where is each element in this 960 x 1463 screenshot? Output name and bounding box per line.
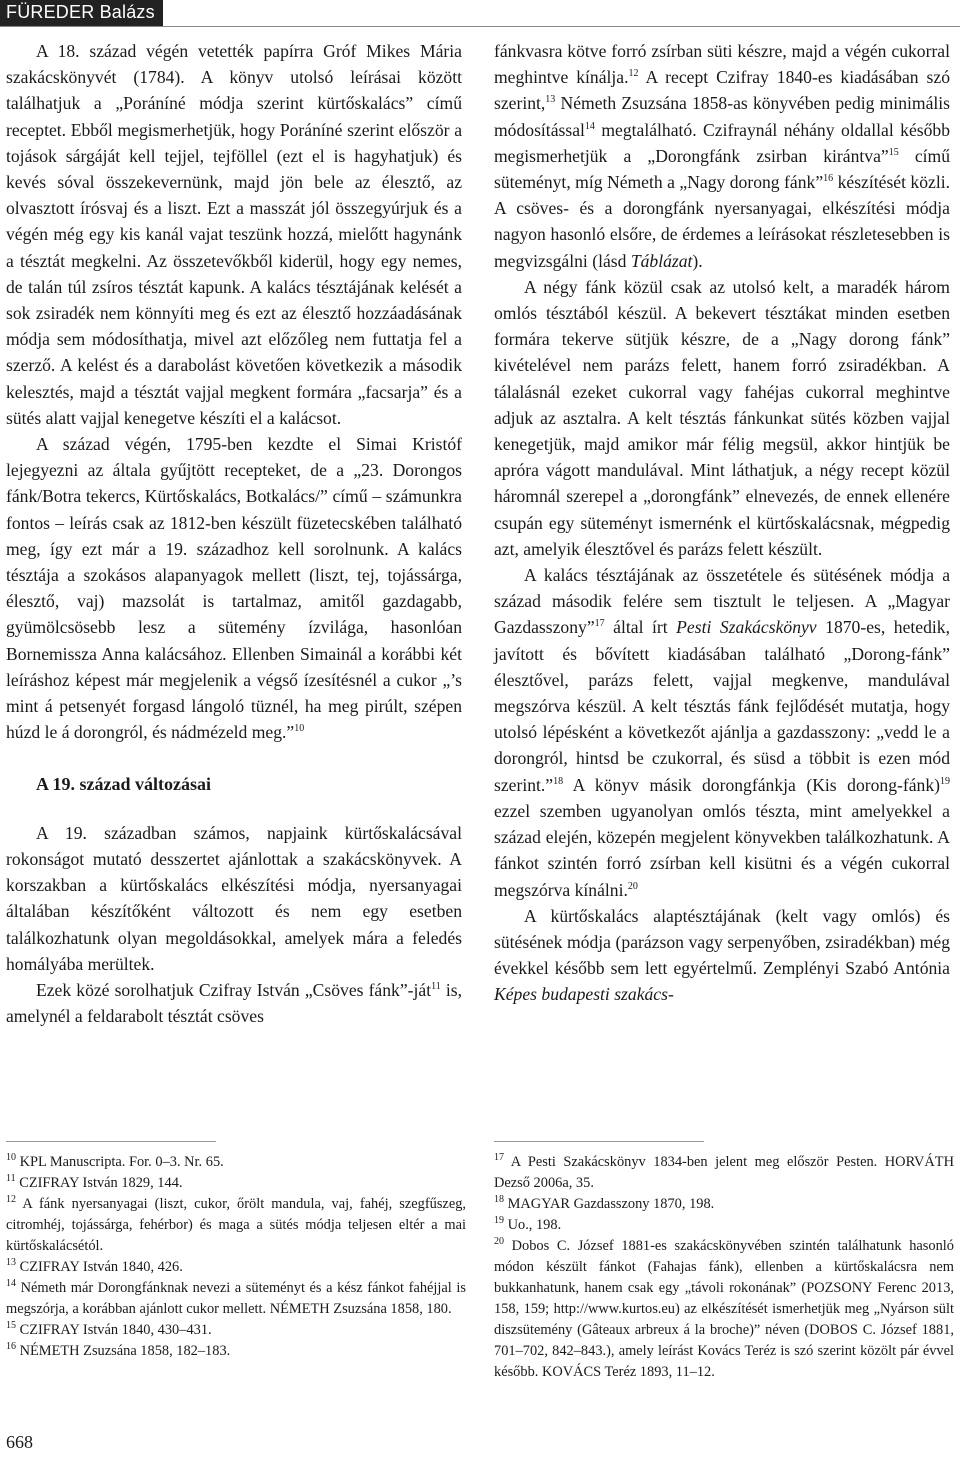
footnote-rule (6, 1141, 216, 1142)
italic-title: Képes budapesti szakács- (494, 984, 674, 1005)
footnote: $^{20}$ Dobos C. József 1881-es szakácskönyvében szintén találhatunk hasonló módon készült fánkot (Fahajas fánk), ellenben a kürtőskalácsra nem bukkanhatunk, hanem csak egy „távoli rokonának” (POZSONY Ferenc 2013, 158, 159; http://www.kurtos.eu) az elkészítését ismerhetjük meg „Nyárson sült diszsütemény (Gâteaux arbreux á la broche)” néven (DOBOS C. József 1881, 701–702, 842–843.), amely leírást Kovács Teréz is szó szerint közölt pár évvel később. KOVÁCS Teréz 1893, 11–12. (494, 1236, 954, 1380)
footnote: $^{16}$ NÉMETH Zsuzsána 1858, 182–183. (6, 1341, 231, 1359)
footnotes-right (494, 1152, 954, 1383)
footnote-ref: 18 (553, 775, 564, 787)
page-number: 668 (6, 1432, 33, 1452)
footnotes-left (6, 1152, 466, 1362)
footnote-ref: 17 (594, 618, 605, 630)
running-header (0, 0, 163, 26)
paragraph: A kürtőskalács alaptésztájának (kelt vagy omlós) és sütésének módja (parázson vagy serpenyőben, zsiradékban) még évekkel később sem lett egyértelmű. Zemplényi Szabó Antónia Képes budapesti szakács- (494, 905, 950, 1005)
footnote: $^{10}$ KPL Manuscripta. For. 0–3. Nr. 65. (6, 1152, 224, 1170)
footnote: $^{17}$ A Pesti Szakácskönyv 1834-ben jelent meg először Pesten. HORVÁTH Dezső 2006a, 35. (494, 1152, 954, 1191)
author-name: FÜREDER Balázs (0, 0, 163, 26)
paragraph: fánkvasra kötve forró zsírban süti készre, majd a végén cukorral meghintve kínálja.$^{12}$ A recept Czifray 1840-es kiadásában szó szerint,$^{13}$ Németh Zsuzsána 1858-as könyvében pedig minimális módosítással$^{14}$ megtalálható. Czifraynál néhány oldallal később megismerhetjük a „Dorongfánk zsirban kirántva”$^{15}$ című süteményt, míg Németh a „Nagy dorong fánk”$^{16}$ készítését közli. A csöves- és a dorongfánk nyersanyagai, elkészítési módja nagyon hasonló elsőre, de érdemes a leírásokat részletesebben is megvizsgálni (lásd Táblázat). (494, 41, 951, 271)
footnote: $^{12}$ A fánk nyersanyagai (liszt, cukor, őrölt mandula, vaj, fahéj, szegfűszeg, citromhéj, tojássárga, fehérbor) és maga a sütés módja teljesen eltér a mai kürtőskalácsétól. (6, 1194, 466, 1254)
footnote-ref: 13 (545, 94, 556, 106)
footnote: $^{18}$ MAGYAR Gazdasszony 1870, 198. (494, 1194, 715, 1212)
footnote-ref: 16 (823, 173, 834, 185)
left-column (6, 38, 462, 1029)
footnote-ref: 11 (431, 981, 441, 993)
italic-title: Pesti Szakácskönyv (676, 617, 817, 638)
footnote: $^{11}$ CZIFRAY István 1829, 144. (6, 1173, 183, 1191)
italic-term: Táblázat (630, 250, 693, 271)
footnote-ref: 10 (294, 723, 305, 735)
footnote-ref: 14 (584, 120, 595, 132)
footnote: $^{14}$ Németh már Dorongfánknak nevezi a süteményt és a kész fánkot fahéjjal is megszórja, a korábban ajánlott cukor mellett. NÉMETH Zsuzsána 1858, 180. (6, 1278, 466, 1317)
header-rule (0, 26, 960, 27)
footnote: $^{15}$ CZIFRAY István 1840, 430–431. (6, 1320, 212, 1338)
footnote-ref: 19 (940, 775, 950, 787)
paragraph: A négy fánk közül csak az utolsó kelt, a maradék három omlós tésztából készül. A bekevert tésztákat minden esetben formára tekerve sütjük készre, de a „Nagy dorong fánk” kivételével nem parázs felett, hanem forró zsiradékban. A tálalásnál ezeket cukorral vagy fahéjas cukorral meghintve adjuk az asztalra. A kelt tésztás fánkunkat sütés közben vajjal kenegetjük, majd amikor már félig megsül, akkor hintjük be apróra vágott mandulával. Mint láthatjuk, a négy recept közül háromnál szerepel a „dorongfánk” elnevezés, de ennek ellenére csupán egy süteményt ismernénk el kürtőskalácsnak, mégpedig azt, amelyik élesztővel és parázs felett készült. (494, 276, 950, 559)
footnote-rule (494, 1141, 704, 1142)
paragraph: A század végén, 1795-ben kezdte el Simai Kristóf lejegyezni az általa gyűjtött recepteket, de a „23. Dorongos fánk/Botra tekercs, Kürtőskalács, Botkalács/” című – számunkra fontos – leírás csak az 1812-ben készült füzetecskében található meg, így ezt már a 19. századhoz kell sorolnunk. A kalács tésztája a szokásos alapanyagok mellett (liszt, tej, tojássárga, élesztő, vaj) mazsolát is tartalmaz, amitől gazdagabb, gyümölcsösebb lesz a sütemény ízvilága, hasonlóan Bornemissza Anna kalácsához. Ellenben Simainál a korábbi két leíráshoz képest már megjelenik a végső ízesítésnél a cukor „’s mint á petsenyét forgasd lángoló tüznél, ha meg pirúlt, szépen húzd le á dorongról, és nádmézeld meg.”$^{10}$ (6, 434, 462, 743)
section-heading: A 19. század változásai (36, 774, 211, 795)
right-column (494, 38, 950, 1008)
footnote: $^{19}$ Uo., 198. (494, 1215, 562, 1233)
footnote-ref: 15 (888, 146, 899, 158)
paragraph: A 19. században számos, napjaink kürtőskalácsával rokonságot mutató desszertet ajánlottak a szakácskönyvek. A korszakban a kürtőskalács elkészítési módja, nyersanyagai általában készítőként változott és nem egy esetben találkozhatunk olyan megoldásokkal, amelyek mára a feledés homályába merültek. (6, 822, 462, 974)
footnote-ref: 20 (627, 880, 638, 892)
footnote-ref: 12 (628, 68, 639, 80)
paragraph: A 18. század végén vetették papírra Gróf Mikes Mária szakácskönyvét (1784). A könyv utolsó leírásai között találhatjuk a „Poráníné módja szerint kürtőskalács” című receptet. Ebből megismerhetjük, hogy Poráníné szerint először a tojások sárgáját kell tejjel, tejföllel (ezt el is hagyhatjuk) és kevés sóval összekevernünk, majd jön bele az élesztő, az olvasztott írósvaj és a liszt. Ezt a masszát jól összegyúrjuk és a végén még egy kis kanál vajat teszünk hozzá, mielőtt hagynánk a tésztát megkelni. Az összetevőkből kiderül, hogy egy nemes, de talán túl zsíros tésztát kapunk. A kalács tésztájának kelését a sok zsiradék nem könnyíti meg és ezt az élesztő hozzáadásának módja sem módosíthatja, mivel azt előzőleg nem futtatja fel a szerző. A kelést és a darabolást követően következik a második kelesztés, majd a tésztát vajjal megkent formára „facsarja” és a sütés alatt vajjal kenegetve készíti el a kalácsot. (6, 41, 462, 428)
footnote: $^{13}$ CZIFRAY István 1840, 426. (6, 1257, 183, 1275)
paragraph: A kalács tésztájának az összetétele és sütésének módja a század második felére sem tisztult le teljesen. A „Magyar Gazdasszony”$^{17}$ által írt Pesti Szakácskönyv 1870-es, hetedik, javított és bővített kiadásában található „Dorong-fánk” élesztővel, parázs felett, vajjal megkenve, mandulával megszórva készül. A kelt tésztás fánk fejlődését mutatja, hogy utolsó lépésként a következőt ajánlja a gazdasszony: „vedd le a dorongról, hintsd be czukorral, és süsd a többit is ezen mód szerint.”$^{18}$ A könyv másik dorongfánkja (Kis dorong-fánk)$^{19}$ ezzel szemben ugyanolyan omlós tészta, mint amelyekkel a század elején, közepén megjelent könyvekben találkozhatunk. A fánkot szintén forró zsírban kell kisütni és a végén cukorral megszórva kínálni.$^{20}$ (494, 565, 950, 900)
paragraph: Ezek közé sorolhatjuk Czifray István „Csöves fánk”-ját$^{11}$ is, amelynél a feldarabolt tésztát csöves (6, 979, 462, 1027)
